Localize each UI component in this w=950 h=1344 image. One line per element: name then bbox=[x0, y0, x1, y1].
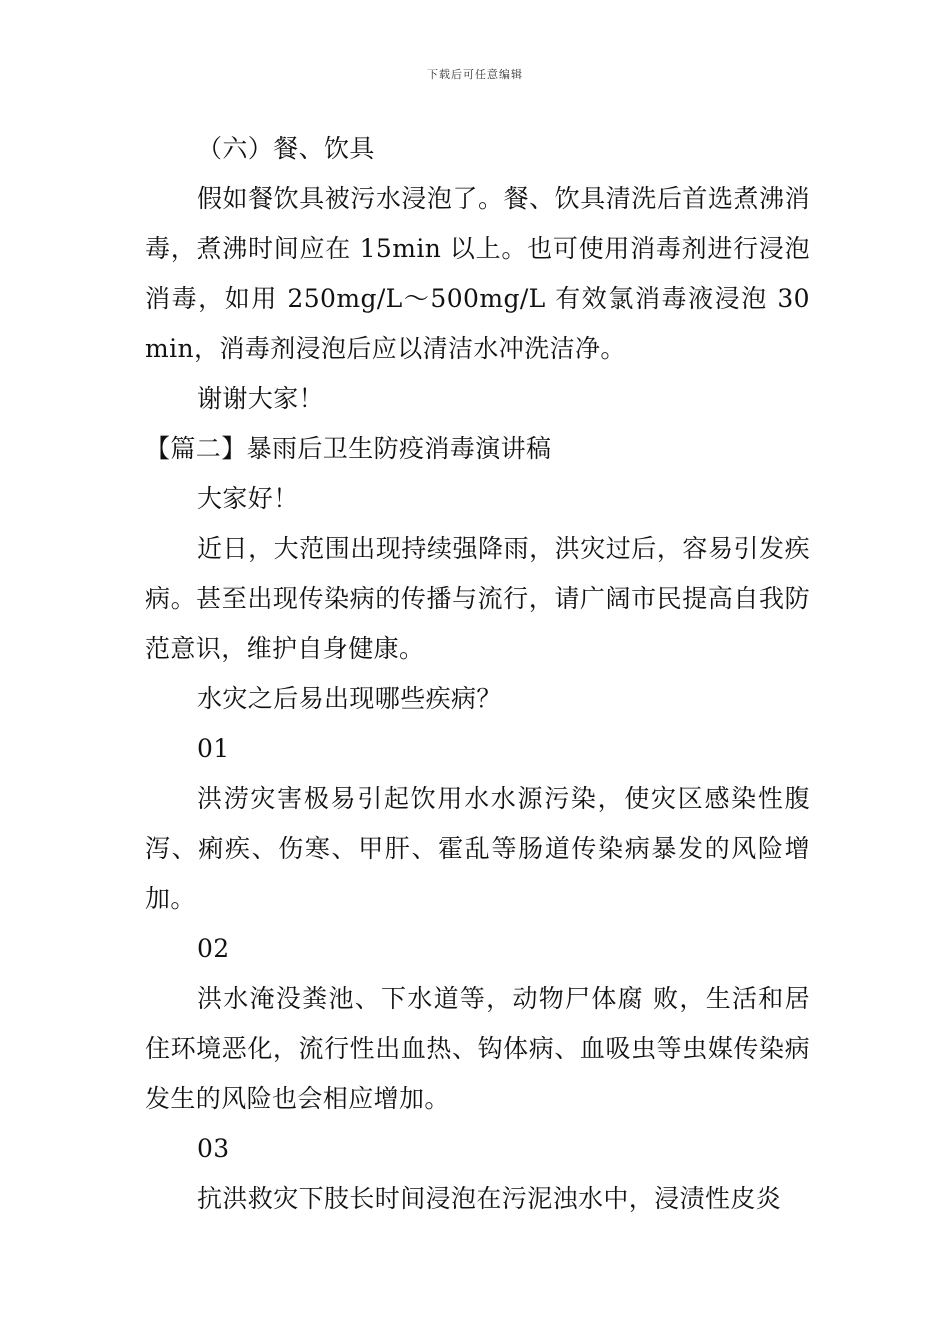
paragraph-tableware-disinfection: 假如餐饮具被污水浸泡了。餐、饮具清洗后首选煮沸消毒，煮沸时间应在 15min 以上。也可使用消毒剂进行浸泡消毒，如用 250mg/L～500mg/L 有效氯消毒液浸泡 30min，消毒剂浸泡后应以清洁水冲洗洁净。 bbox=[145, 184, 810, 363]
list-number-01: 01 bbox=[197, 734, 230, 763]
paragraph-question: 水灾之后易出现哪些疾病？ bbox=[197, 684, 502, 713]
list-number-02: 02 bbox=[197, 934, 230, 963]
paragraph-item-02: 洪水淹没粪池、下水道等，动物尸体腐 败，生活和居住环境恶化，流行性出血热、钩体病、血吸虫等虫媒传染病发生的风险也会相应增加。 bbox=[145, 984, 810, 1113]
paragraph-intro: 近日，大范围出现持续强降雨，洪灾过后，容易引发疾病。甚至出现传染病的传播与流行，请广阔市民提高自我防范意识，维护自身健康。 bbox=[145, 534, 810, 663]
list-number-03: 03 bbox=[197, 1134, 230, 1163]
paragraph-item-01: 洪涝灾害极易引起饮用水水源污染，使灾区感染性腹泻、痢疾、伤寒、甲肝、霍乱等肠道传染病暴发的风险增加。 bbox=[145, 784, 810, 913]
paragraph-thanks: 谢谢大家！ bbox=[197, 384, 325, 413]
document-body bbox=[145, 124, 810, 1224]
page-header: 下载后可任意编辑 bbox=[427, 68, 523, 81]
section-heading-tableware: （六）餐、饮具 bbox=[197, 134, 375, 163]
paragraph-item-03: 抗洪救灾下肢长时间浸泡在污泥浊水中，浸渍性皮炎 bbox=[197, 1184, 782, 1213]
paragraph-greeting: 大家好！ bbox=[197, 484, 299, 513]
article-title-part-two: 【篇二】暴雨后卫生防疫消毒演讲稿 bbox=[145, 434, 552, 463]
